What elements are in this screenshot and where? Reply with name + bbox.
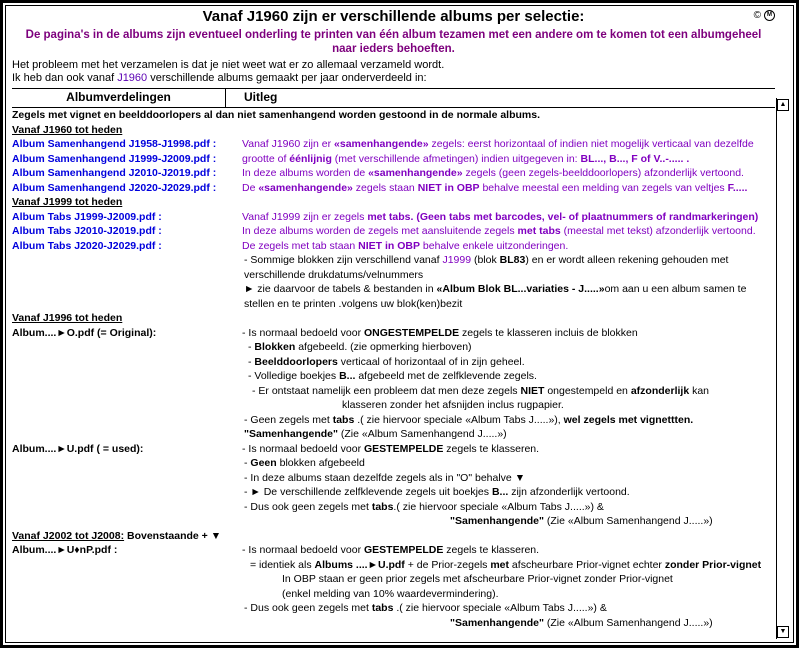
section-heading (12, 311, 775, 326)
empty-cell (12, 601, 234, 616)
album-pdf-link[interactable] (12, 152, 234, 167)
page-frame (5, 5, 794, 643)
table-row (12, 137, 775, 152)
text-segment: (met verschillende afmetingen) indien uitgegeven in: (331, 152, 581, 165)
text-segment: afscheurbare Prior-vignet echter (509, 558, 665, 571)
table-row (12, 558, 775, 573)
text-segment: Blokken (254, 341, 296, 353)
uitleg-text (234, 427, 775, 442)
text-segment: (blok (471, 254, 500, 266)
uitleg-text (234, 587, 775, 602)
empty-cell (12, 427, 234, 442)
text-segment: ongestempeld en (544, 384, 631, 397)
uitleg-text (234, 601, 775, 616)
uitleg-text (234, 210, 775, 225)
uitleg-text (234, 543, 775, 558)
text-segment: B... (339, 370, 356, 382)
intro-line-1: Het probleem met het verzamelen is dat je niet weet wat er zo allemaal verzameld wordt. (12, 59, 445, 71)
text-segment: "Samenhangende" (244, 428, 338, 440)
table-row (12, 369, 775, 384)
table-row (12, 166, 775, 181)
text-segment: + de Prior-zegels (407, 558, 491, 571)
text-segment: NIET in OBP (358, 239, 420, 252)
text-segment: Album....►U.pdf ( = used): (12, 442, 144, 455)
text-segment: Album Samenhangend J2020-J2029.pdf : (12, 181, 217, 194)
text-segment: zegels (geen zegels-beelddoorlopers) afzonderlijk vertoond. (462, 167, 744, 179)
text-segment: Ik heb dan ook vanaf (12, 72, 118, 84)
uitleg-text (234, 572, 775, 587)
text-segment: Album....►U♦nP.pdf : (12, 544, 118, 556)
uitleg-text (234, 369, 775, 384)
empty-cell (12, 616, 234, 631)
table-row (12, 384, 775, 399)
text-segment: - Sommige blokken zijn verschillend vanaf (244, 254, 443, 266)
album-pdf-link[interactable] (12, 210, 234, 225)
table-row (12, 413, 775, 428)
text-segment: (Zie «Album Samenhangend J.....») (337, 428, 507, 440)
logo-badge-icon (764, 10, 775, 21)
text-segment: In OBP staan er geen prior zegels met afscheurbare Prior-vignet zonder Prior-vignet (282, 573, 673, 585)
copyright-area (754, 10, 775, 21)
text-segment: zonder Prior-vignet (664, 558, 762, 571)
uitleg-text (234, 340, 775, 355)
album-table-body (12, 108, 775, 630)
text-segment: (Zie «Album Samenhangend J.....») (543, 616, 713, 629)
text-segment: Geen (250, 457, 277, 469)
table-row (12, 224, 775, 239)
table-row (12, 616, 775, 631)
text-segment: zegels te klasseren. (443, 442, 540, 455)
text-segment: (Geen tabs met barcodes, vel- of plaatnummers of randmarkeringen) (416, 210, 759, 223)
text-segment: zegels: eerst horizontaal of indien niet mogelijk verticaal van dezelfde (428, 138, 754, 150)
empty-cell (12, 471, 234, 486)
album-label (12, 543, 234, 558)
album-pdf-link[interactable] (12, 239, 234, 254)
uitleg-text (234, 471, 775, 486)
table-row (12, 587, 775, 602)
table-header-row (12, 88, 775, 108)
text-segment: - ► De verschillende zelfklevende zegels uit boekjes (244, 486, 492, 498)
table-row (12, 427, 775, 442)
album-pdf-link[interactable] (12, 137, 234, 152)
text-segment: met tabs (517, 225, 561, 237)
uitleg-text (234, 616, 775, 631)
text-segment: "Samenhangende" (450, 515, 544, 527)
text-segment: Vanaf J1960 tot heden (12, 123, 123, 136)
text-segment: tabs (371, 500, 394, 513)
text-segment: (enkel melding van 10% waardevermindering). (282, 587, 499, 600)
text-segment: behalve meestal een melding van zegels van veltjes (479, 181, 728, 194)
section-heading (12, 195, 775, 210)
table-row (12, 485, 775, 500)
text-segment: J1960 (117, 72, 148, 84)
text-segment: NIET (520, 384, 545, 397)
table-row (12, 108, 775, 123)
text-segment: J1999 (442, 254, 472, 266)
text-segment: zegels staan (352, 181, 418, 194)
text-segment: BL83 (499, 254, 526, 266)
uitleg-text (234, 413, 775, 428)
table-row (12, 543, 775, 558)
table-row (12, 500, 775, 515)
text-segment: Album....►O.pdf (= Original): (12, 326, 157, 339)
text-segment: Album Tabs J2020-J2029.pdf : (12, 239, 162, 252)
uitleg-text (234, 355, 775, 370)
text-segment: Vanaf J1999 zijn er zegels (242, 210, 368, 223)
text-segment: GESTEMPELDE (363, 544, 444, 556)
badge-letter: M (767, 12, 772, 18)
column-header-albumverdelingen: Albumverdelingen (12, 89, 226, 107)
uitleg-text (234, 152, 775, 167)
table-row (12, 282, 775, 311)
album-pdf-link[interactable] (12, 181, 234, 196)
text-segment: zegels te klasseren. (443, 544, 540, 556)
uitleg-text (234, 514, 775, 529)
text-segment: om aan u een album samen te stellen en te printen .volgens uw blok(ken)bezit (244, 283, 747, 310)
text-segment: zegels te klasseren incluis de blokken (459, 326, 638, 339)
text-segment: Bovenstaande + ▼ (124, 529, 222, 542)
text-segment: - Is normaal bedoeld voor (242, 326, 364, 339)
empty-cell (12, 514, 234, 529)
table-row (12, 239, 775, 254)
empty-cell (12, 398, 234, 413)
uitleg-text (234, 384, 775, 399)
text-segment: ► zie daarvoor de tabels & bestanden in (244, 283, 437, 295)
text-segment: - (244, 457, 251, 469)
text-segment: «samenhangende» (334, 138, 429, 150)
text-segment: «Album Blok BL...variaties - J.....» (436, 283, 605, 295)
text-segment: F..... (727, 181, 748, 194)
text-segment: verschillende albums gemaakt per jaar onderverdeeld in: (147, 72, 427, 84)
scroll-down-button[interactable]: ▼ (777, 626, 789, 638)
purple-note: De pagina's in de albums zijn eventueel onderling te printen van één album tezamen met een andere om te komen tot een albumgeheel naar ieders behoeften. (25, 29, 762, 55)
text-segment: kan (689, 384, 710, 397)
text-segment: ) en er wordt alleen rekening gehouden met verschillende drukdatums/velnummers (244, 254, 729, 281)
text-segment: B... (491, 486, 509, 498)
text-segment: = identiek als (250, 558, 315, 571)
empty-cell (12, 572, 234, 587)
table-row (12, 181, 775, 196)
uitleg-text (234, 224, 775, 239)
text-segment: wel zegels met vignettten. (563, 413, 694, 426)
intro-line-2 (12, 72, 775, 85)
album-label (12, 326, 234, 341)
table-row (12, 210, 775, 225)
text-segment: - Volledige boekjes (248, 370, 340, 382)
page-title: Vanaf J1960 zijn er verschillende albums per selectie: (202, 8, 585, 25)
table-row (12, 471, 775, 486)
text-segment: In deze albums worden de zegels met aansluitende zegels (242, 225, 518, 237)
text-segment: - Is normaal bedoeld voor (242, 442, 364, 455)
uitleg-text (234, 442, 775, 457)
text-segment: Vanaf J1960 zijn er (242, 138, 335, 150)
text-segment: .( zie hiervoor speciale «Album Tabs J.....») & (393, 500, 604, 513)
text-segment: NIET in OBP (417, 181, 480, 194)
uitleg-text (234, 253, 764, 282)
uitleg-text (234, 239, 775, 254)
text-segment: .( zie hiervoor speciale «Album Tabs J.....»), (354, 413, 564, 426)
uitleg-text (234, 166, 775, 181)
empty-cell (12, 413, 234, 428)
table-row (12, 601, 775, 616)
empty-cell (12, 587, 234, 602)
empty-cell (12, 456, 234, 471)
text-segment: - Dus ook geen zegels met (244, 500, 372, 513)
empty-cell (12, 340, 234, 355)
text-segment: Albums ....►U.pdf (314, 558, 408, 571)
text-segment: afgebeeld met de zelfklevende zegels. (355, 370, 537, 382)
title-bar (12, 8, 775, 26)
text-segment: blokken afgebeeld (276, 457, 365, 469)
text-segment: «samenhangende» (368, 167, 463, 179)
table-row (12, 340, 775, 355)
text-segment: «samenhangende» (258, 181, 353, 194)
album-pdf-link[interactable] (12, 224, 234, 239)
text-segment: De zegels met tab staan (242, 239, 359, 252)
text-segment: ONGESTEMPELDE (363, 326, 460, 339)
table-row (12, 398, 775, 413)
text-segment: met tabs. (367, 210, 417, 223)
text-segment: Vanaf J2002 tot J2008: (12, 529, 125, 542)
text-segment: De (242, 181, 259, 194)
text-segment: Zegels met vignet en beelddoorlopers al dan niet samenhangend worden gestoond in de normale albums. (12, 109, 541, 121)
text-segment: tabs (371, 602, 394, 614)
section-heading (12, 529, 775, 544)
text-segment: GESTEMPELDE (363, 442, 444, 455)
column-header-uitleg: Uitleg (244, 90, 278, 104)
text-segment: "Samenhangende" (450, 616, 544, 629)
empty-cell (12, 384, 234, 399)
text-segment: (Zie «Album Samenhangend J.....») (543, 515, 713, 527)
text-segment: In deze albums worden de (242, 167, 369, 179)
uitleg-text (234, 558, 775, 573)
section-heading (12, 123, 775, 138)
empty-cell (12, 253, 234, 282)
text-segment: klasseren zonder het afsnijden inclus rugpapier. (342, 399, 564, 411)
empty-cell (12, 485, 234, 500)
uitleg-text (234, 181, 775, 196)
text-segment: - Is normaal bedoeld voor (242, 544, 364, 556)
uitleg-text (234, 456, 775, 471)
text-segment: - Dus ook geen zegels met (244, 602, 372, 614)
uitleg-text (234, 326, 775, 341)
text-segment: (meestal met tekst) afzonderlijk vertoond. (560, 225, 756, 237)
text-segment: .( zie hiervoor speciale «Album Tabs J.....») & (393, 602, 607, 614)
text-segment: Album Samenhangend J1999-J2009.pdf : (12, 152, 217, 165)
text-segment: behalve enkele uitzonderingen. (420, 239, 569, 252)
uitleg-text (234, 398, 775, 413)
text-segment: zijn afzonderlijk vertoond. (508, 486, 630, 498)
text-segment: Album Samenhangend J2010-J2019.pdf : (12, 167, 217, 179)
text-segment: Beelddoorlopers (254, 355, 338, 368)
empty-cell (12, 369, 234, 384)
text-segment: afgebeeld. (zie opmerking hierboven) (295, 341, 472, 353)
album-label (12, 442, 234, 457)
scrollbar[interactable] (776, 98, 790, 639)
text-segment: Album Tabs J2010-J2019.pdf : (12, 225, 162, 237)
table-row (12, 152, 775, 167)
text-segment: tabs (332, 413, 355, 426)
text-segment: grootte of (242, 152, 290, 165)
text-segment: afzonderlijk (630, 384, 690, 397)
text-segment: Vanaf J1999 tot heden (12, 196, 123, 208)
text-segment: - (248, 341, 255, 353)
text-segment: Album Samenhangend J1958-J1998.pdf : (12, 138, 217, 150)
table-row (12, 572, 775, 587)
text-segment: - Er ontstaat namelijk een probleem dat men deze zegels (252, 384, 521, 397)
text-segment: Vanaf J1996 tot heden (12, 312, 123, 324)
copyright-icon: © (753, 10, 761, 21)
uitleg-text (234, 137, 775, 152)
uitleg-text (234, 500, 775, 515)
uitleg-text (234, 485, 775, 500)
table-row (12, 355, 775, 370)
text-segment: - Geen zegels met (244, 413, 333, 426)
text-segment: met (490, 558, 510, 571)
table-row (12, 253, 775, 282)
text-segment: BL..., B..., F of V..-..... . (580, 152, 690, 165)
empty-cell (12, 355, 234, 370)
scroll-up-button[interactable]: ▲ (777, 99, 789, 111)
text-segment: - (248, 355, 255, 368)
empty-cell (12, 500, 234, 515)
empty-cell (12, 282, 234, 311)
table-row (12, 514, 775, 529)
uitleg-text (234, 282, 775, 311)
empty-cell (12, 558, 234, 573)
table-row (12, 456, 775, 471)
table-row (12, 442, 775, 457)
text-segment: éénlijnig (289, 152, 332, 165)
album-pdf-link[interactable] (12, 166, 234, 181)
text-segment: - In deze albums staan dezelfde zegels als in "O" behalve ▼ (244, 471, 526, 484)
table-row (12, 326, 775, 341)
text-segment: verticaal of horizontaal of in zijn geheel. (337, 355, 525, 368)
text-segment: Album Tabs J1999-J2009.pdf : (12, 210, 162, 223)
